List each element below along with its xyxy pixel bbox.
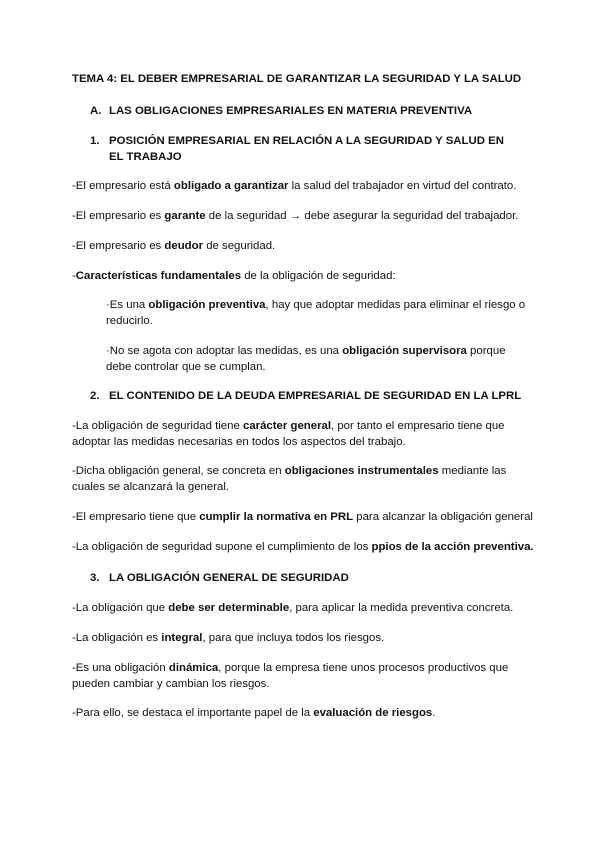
section-3-marker: 3. [90, 572, 100, 584]
paragraph-obligado: -El empresario está obligado a garantizar la salud del trabajador en virtud del contrato. [72, 180, 517, 192]
bold-term: evaluación de riesgos [313, 707, 433, 719]
section-2-marker: 2. [90, 390, 100, 402]
document-title: TEMA 4: EL DEBER EMPRESARIAL DE GARANTIZAR LA SEGURIDAD Y LA SALUD [72, 73, 522, 85]
paragraph-instrumentales: -Dicha obligación general, se concreta en obligaciones instrumentales mediante las cuales se alcanzará la general. [72, 465, 507, 493]
bold-term: deudor [164, 240, 204, 252]
paragraph-caracteristicas: -Características fundamentales de la obligación de seguridad: [72, 270, 396, 282]
paragraph-integral: -La obligación es integral, para que incluya todos los riesgos. [72, 632, 385, 644]
paragraph-garante: -El empresario es garante de la seguridad → debe asegurar la seguridad del trabajador. [72, 210, 519, 222]
bullet-supervisora: ·No se agota con adoptar las medidas, es una obligación supervisora porque debe controlar que se cumplan. [106, 345, 506, 373]
bold-term: debe ser determinable [168, 602, 290, 614]
bullet-preventiva: ·Es una obligación preventiva, hay que adoptar medidas para eliminar el riesgo o reducirlo. [106, 299, 526, 327]
paragraph-dinamica: -Es una obligación dinámica, porque la empresa tiene unos procesos productivos que pueden cambiar y cambian los riesgos. [72, 662, 509, 690]
section-3-text: LA OBLIGACIÓN GENERAL DE SEGURIDAD [109, 572, 349, 584]
section-1-marker: 1. [90, 135, 100, 147]
paragraph-evaluacion: -Para ello, se destaca el importante papel de la evaluación de riesgos. [72, 707, 436, 719]
section-a-heading [90, 104, 540, 120]
section-2-text: EL CONTENIDO DE LA DEUDA EMPRESARIAL DE SEGURIDAD EN LA LPRL [109, 390, 522, 402]
paragraph-determinable: -La obligación que debe ser determinable, para aplicar la medida preventiva concreta. [72, 602, 514, 614]
paragraph-normativa: -El empresario tiene que cumplir la normativa en PRL para alcanzar la obligación general [72, 511, 533, 523]
bold-term: ppios de la acción preventiva. [371, 541, 534, 553]
bold-term: dinámica [168, 662, 219, 674]
bold-term: cumplir la normativa en PRL [199, 511, 354, 523]
section-2-heading [90, 389, 540, 405]
bold-term: carácter general [242, 420, 332, 432]
bold-term: obligado a garantizar [173, 180, 289, 192]
paragraph-deudor: -El empresario es deudor de seguridad. [72, 240, 276, 252]
section-a-text: LAS OBLIGACIONES EMPRESARIALES EN MATERIA PREVENTIVA [109, 105, 473, 117]
section-1-text: POSICIÓN EMPRESARIAL EN RELACIÓN A LA SEGURIDAD Y SALUD EN EL TRABAJO [109, 135, 504, 163]
bold-term: obligación preventiva [148, 299, 266, 311]
paragraph-ppios: -La obligación de seguridad supone el cumplimiento de los ppios de la acción preventiva. [72, 541, 534, 553]
bold-term: integral [161, 632, 203, 644]
bold-term: garante [164, 210, 206, 222]
section-1-heading [90, 134, 520, 166]
bold-term: obligaciones instrumentales [284, 465, 439, 477]
paragraph-caracter-general: -La obligación de seguridad tiene carácter general, por tanto el empresario tiene que adoptar las medidas necesarias en todos los aspectos del trabajo. [72, 420, 505, 448]
section-3-heading [90, 571, 540, 587]
section-a-marker: A. [90, 105, 102, 117]
bold-term: obligación supervisora [342, 345, 467, 357]
bold-term: Características fundamentales [75, 270, 242, 282]
